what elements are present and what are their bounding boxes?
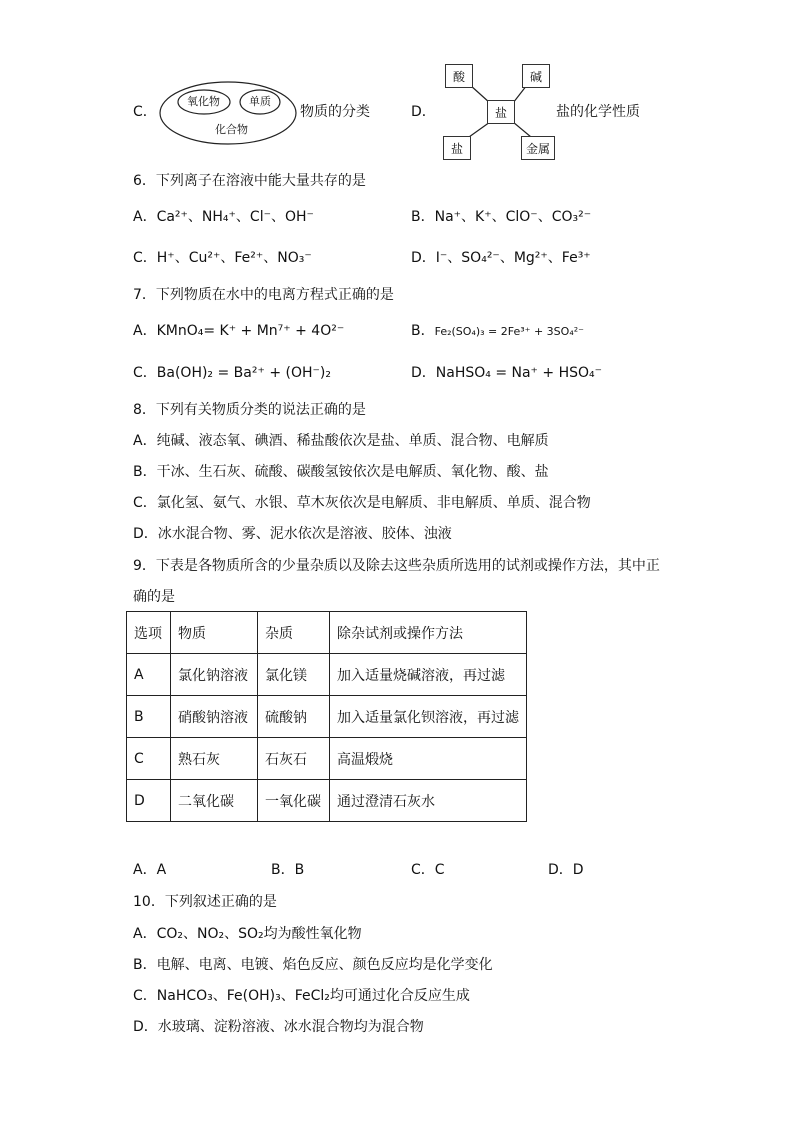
diagram-box-metal: 金属 — [521, 136, 555, 160]
table-header-cell: 除杂试剂或操作方法 — [330, 612, 527, 654]
table-cell: 加入适量烧碱溶液，再过滤 — [330, 654, 527, 696]
q5-option-c-caption: 物质的分类 — [300, 104, 370, 120]
q9-choice-d: D．D — [548, 862, 584, 878]
q9-choice-c: C．C — [411, 862, 445, 878]
q10-option-c: C．NaHCO₃、Fe(OH)₃、FeCl₂均可通过化合反应生成 — [133, 988, 470, 1004]
q8-option-a: A．纯碱、液态氧、碘酒、稀盐酸依次是盐、单质、混合物、电解质 — [133, 433, 549, 449]
q10-stem: 10．下列叙述正确的是 — [133, 894, 277, 910]
diagram-box-salt-center: 盐 — [487, 100, 515, 124]
q6-option-b: B．Na⁺、K⁺、ClO⁻、CO₃²⁻ — [411, 209, 592, 225]
table-cell: 硫酸钠 — [258, 696, 330, 738]
q6-option-a: A．Ca²⁺、NH₄⁺、Cl⁻、OH⁻ — [133, 209, 314, 225]
table-cell: B — [127, 696, 171, 738]
q8-stem: 8．下列有关物质分类的说法正确的是 — [133, 402, 366, 418]
table-cell: 二氧化碳 — [171, 780, 258, 822]
table-cell: 一氧化碳 — [258, 780, 330, 822]
q9-stem-line2: 确的是 — [133, 589, 175, 605]
table-header-cell: 杂质 — [258, 612, 330, 654]
q5-option-d-letter: D． — [411, 104, 436, 120]
table-cell: D — [127, 780, 171, 822]
q10-option-b: B．电解、电离、电镀、焰色反应、颜色反应均是化学变化 — [133, 957, 493, 973]
q9-choice-b: B．B — [271, 862, 305, 878]
q5-option-d-caption: 盐的化学性质 — [556, 104, 640, 120]
q7-stem: 7．下列物质在水中的电离方程式正确的是 — [133, 287, 394, 303]
table-cell: 通过澄清石灰水 — [330, 780, 527, 822]
table-header-row — [127, 612, 527, 654]
q7-option-a: A．KMnO₄= K⁺ + Mn⁷⁺ + 4O²⁻ — [133, 323, 345, 339]
q10-option-a: A．CO₂、NO₂、SO₂均为酸性氧化物 — [133, 926, 362, 942]
venn-label-oxide: 氧化物 — [187, 95, 220, 108]
table-cell: A — [127, 654, 171, 696]
table-header-cell: 选项 — [127, 612, 171, 654]
table-header-cell: 物质 — [171, 612, 258, 654]
q8-option-b: B．干冰、生石灰、硫酸、碳酸氢铵依次是电解质、氧化物、酸、盐 — [133, 464, 549, 480]
q9-choice-a: A．A — [133, 862, 167, 878]
table-cell: 熟石灰 — [171, 738, 258, 780]
q8-option-d: D．冰水混合物、雾、泥水依次是溶液、胶体、浊液 — [133, 526, 452, 542]
table-cell: 氯化镁 — [258, 654, 330, 696]
table-row — [127, 780, 527, 822]
q7-option-c: C．Ba(OH)₂ = Ba²⁺ + (OH⁻)₂ — [133, 365, 331, 381]
table-cell: 硝酸钠溶液 — [171, 696, 258, 738]
diagram-box-acid: 酸 — [445, 64, 473, 88]
q5-option-c-letter: C． — [133, 104, 157, 120]
table-cell: C — [127, 738, 171, 780]
q6-option-c: C．H⁺、Cu²⁺、Fe²⁺、NO₃⁻ — [133, 250, 312, 266]
table-cell: 加入适量氯化钡溶液，再过滤 — [330, 696, 527, 738]
venn-label-compound: 化合物 — [215, 123, 248, 136]
diagram-box-salt: 盐 — [443, 136, 471, 160]
diagram-box-base: 碱 — [522, 64, 550, 88]
q10-option-d: D．水玻璃、淀粉溶液、冰水混合物均为混合物 — [133, 1019, 424, 1035]
q8-option-c: C．氯化氢、氨气、水银、草木灰依次是电解质、非电解质、单质、混合物 — [133, 495, 591, 511]
table-cell: 石灰石 — [258, 738, 330, 780]
table-row — [127, 654, 527, 696]
q6-option-d: D．I⁻、SO₄²⁻、Mg²⁺、Fe³⁺ — [411, 250, 591, 266]
venn-label-element: 单质 — [249, 95, 271, 108]
table-row — [127, 696, 527, 738]
table-cell: 高温煅烧 — [330, 738, 527, 780]
q7-option-b: B．Fe₂(SO₄)₃ = 2Fe³⁺ + 3SO₄²⁻ — [411, 323, 584, 339]
q6-stem: 6．下列离子在溶液中能大量共存的是 — [133, 173, 366, 189]
impurity-table — [126, 611, 527, 822]
q9-stem-line1: 9．下表是各物质所含的少量杂质以及除去这些杂质所选用的试剂或操作方法，其中正 — [133, 558, 660, 574]
table-row — [127, 738, 527, 780]
q7-option-d: D．NaHSO₄ = Na⁺ + HSO₄⁻ — [411, 365, 603, 381]
table-cell: 氯化钠溶液 — [171, 654, 258, 696]
